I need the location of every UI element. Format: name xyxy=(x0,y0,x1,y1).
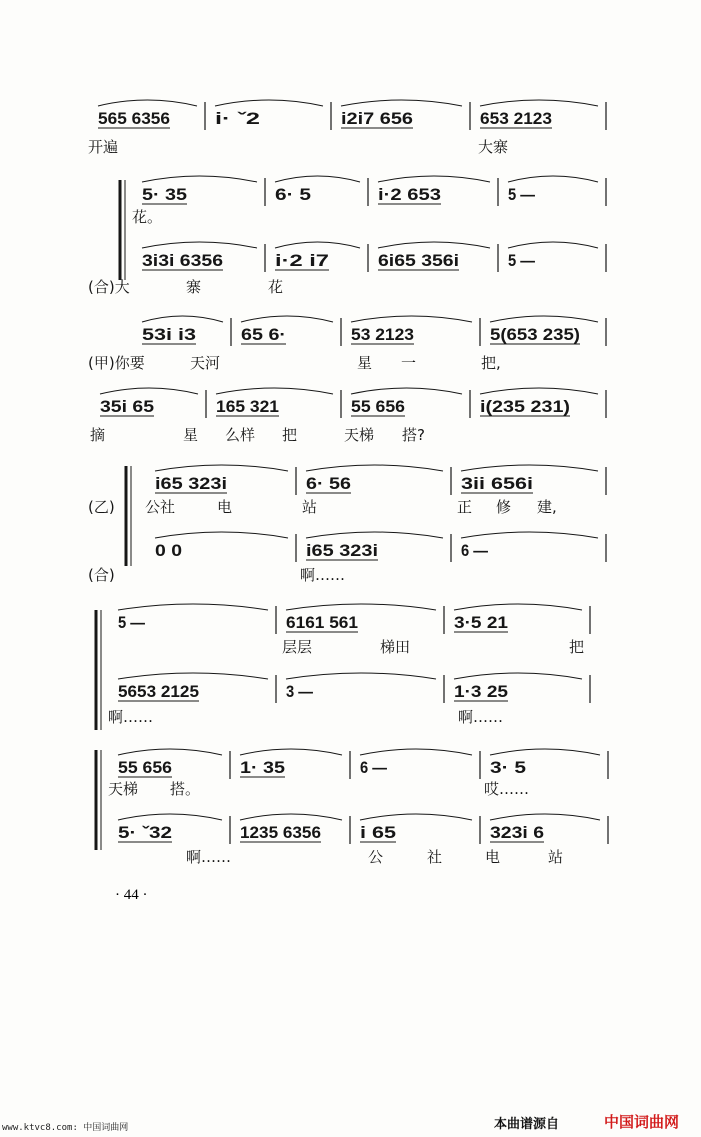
slur-arc xyxy=(100,388,198,394)
slur-arc xyxy=(240,814,342,820)
jianpu-measure: 3ii 656i xyxy=(461,474,533,493)
jianpu-measure: i2i7 656 xyxy=(341,109,413,128)
slur-arc xyxy=(275,242,360,248)
slur-arc xyxy=(240,749,342,755)
jianpu-measure: 35i 65 xyxy=(100,397,154,416)
jianpu-measure: i65 323i xyxy=(155,474,227,493)
jianpu-measure: 3i3i 6356 xyxy=(142,251,223,270)
jianpu-measure: 53i i3 xyxy=(142,325,196,344)
slur-arc xyxy=(216,388,333,394)
lyric-text: (乙) xyxy=(88,498,115,516)
lyric-text: 大寨 xyxy=(478,138,509,156)
slur-arc xyxy=(351,388,462,394)
slur-arc xyxy=(241,316,333,322)
lyric-text: 啊…… xyxy=(108,708,154,726)
lyric-text: 修 xyxy=(496,498,512,516)
slur-arc xyxy=(378,242,490,248)
lyric-text: 寨 xyxy=(186,278,202,296)
jianpu-measure: 6 — xyxy=(461,541,488,560)
jianpu-measure: 5 — xyxy=(508,185,535,204)
slur-arc xyxy=(360,749,472,755)
lyric-text: 开遍 xyxy=(88,138,119,156)
jianpu-measure: 5· 35 xyxy=(142,185,187,204)
jianpu-measure: 6· 56 xyxy=(306,474,351,493)
slur-arc xyxy=(155,465,288,471)
jianpu-measure: i(235 231) xyxy=(480,397,570,416)
jianpu-measure: 3 — xyxy=(286,682,313,701)
footer-site-logo: 中国词曲网 xyxy=(604,1113,680,1131)
slur-arc xyxy=(490,749,600,755)
lyric-text: 天梯 xyxy=(108,780,139,798)
slur-arc xyxy=(118,673,268,679)
slur-arc xyxy=(155,532,288,538)
jianpu-measure: 165 321 xyxy=(216,397,279,416)
jianpu-measure: 1· 35 xyxy=(240,758,285,777)
slur-arc xyxy=(306,465,443,471)
lyric-text: 正 xyxy=(457,498,473,516)
jianpu-measure: 323i 6 xyxy=(490,823,544,842)
lyric-text: 花。 xyxy=(132,208,163,226)
lyric-text: 公 xyxy=(368,848,384,866)
slur-arc xyxy=(454,673,582,679)
lyric-text: 天梯 xyxy=(344,426,375,444)
slur-arc xyxy=(480,388,598,394)
lyric-text: 把 xyxy=(282,426,298,444)
slur-arc xyxy=(508,176,598,182)
footer-source: 本曲谱源自 xyxy=(494,1117,560,1132)
slur-arc xyxy=(306,532,443,538)
slur-arc xyxy=(490,814,600,820)
lyric-text: 站 xyxy=(548,848,564,866)
lyric-text: 电 xyxy=(485,848,501,866)
slur-arc xyxy=(142,176,257,182)
lyric-text: 把, xyxy=(481,354,501,372)
lyric-text: (合)大 xyxy=(88,278,130,296)
slur-arc xyxy=(454,604,582,610)
slur-arc xyxy=(461,532,598,538)
jianpu-measure: 3· 5 xyxy=(490,758,526,777)
jianpu-measure: 5 — xyxy=(118,613,145,632)
slur-arc xyxy=(286,673,436,679)
slur-arc xyxy=(360,814,472,820)
jianpu-measure: 6 — xyxy=(360,758,387,777)
jianpu-measure: 5(653 235) xyxy=(490,325,580,344)
lyric-text: (甲)你要 xyxy=(88,354,145,372)
jianpu-measure: 65 6· xyxy=(241,325,286,344)
lyric-text: 公社 xyxy=(145,498,176,516)
jianpu-measure: 0 0 xyxy=(155,541,182,560)
slur-arc xyxy=(461,465,598,471)
slur-arc xyxy=(142,242,257,248)
lyric-text: 花 xyxy=(268,278,284,296)
jianpu-measure: i65 323i xyxy=(306,541,378,560)
jianpu-measure: 55 656 xyxy=(351,397,405,416)
slur-arc xyxy=(215,100,323,106)
lyric-text: 星 xyxy=(183,426,199,444)
lyric-text: 层层 xyxy=(282,638,313,656)
lyric-text: 电 xyxy=(217,498,233,516)
jianpu-measure: 5653 2125 xyxy=(118,682,199,701)
jianpu-measure: 6· 5 xyxy=(275,185,311,204)
score-texts xyxy=(88,109,584,866)
jianpu-measure: 5 — xyxy=(508,251,535,270)
page-number: · 44 · xyxy=(115,887,148,903)
footer-url: www.ktvc8.com: 中国词曲网 xyxy=(2,1123,129,1133)
jianpu-measure: 565 6356 xyxy=(98,109,170,128)
slur-arc xyxy=(275,176,360,182)
jianpu-measure: i· ˇ2 xyxy=(215,109,260,128)
slur-arc xyxy=(98,100,197,106)
jianpu-measure: 3·5 21 xyxy=(454,613,508,632)
slur-arc xyxy=(508,242,598,248)
lyric-text: 哎…… xyxy=(484,780,530,798)
jianpu-measure: 53 2123 xyxy=(351,325,414,344)
lyric-text: 啊…… xyxy=(458,708,504,726)
lyric-text: 把 xyxy=(569,638,585,656)
slur-arc xyxy=(490,316,598,322)
jianpu-measure: 5· ˇ32 xyxy=(118,823,172,842)
lyric-text: 搭。 xyxy=(170,780,201,798)
lyric-text: 星 xyxy=(357,354,373,372)
lyric-text: 么样 xyxy=(225,426,256,444)
lyric-text: 搭? xyxy=(402,426,425,444)
slur-arc xyxy=(341,100,462,106)
lyric-text: 天河 xyxy=(190,354,221,372)
lyric-text: 啊…… xyxy=(186,848,232,866)
jianpu-measure: i·2 i7 xyxy=(275,251,329,270)
jianpu-measure: 653 2123 xyxy=(480,109,552,128)
jianpu-measure: 1·3 25 xyxy=(454,682,508,701)
lyric-text: 站 xyxy=(302,498,318,516)
jianpu-measure: 6i65 356i xyxy=(378,251,459,270)
slur-arc xyxy=(118,749,222,755)
lyric-text: 啊…… xyxy=(300,566,346,584)
lyric-text: 建, xyxy=(537,498,557,516)
slur-arc xyxy=(480,100,598,106)
jianpu-measure: i·2 653 xyxy=(378,185,441,204)
slur-arc xyxy=(118,604,268,610)
slur-arc xyxy=(378,176,490,182)
jianpu-measure: 1235 6356 xyxy=(240,823,321,842)
lyric-text: 梯田 xyxy=(380,638,411,656)
lyric-text: 一 xyxy=(401,354,417,372)
slur-arc xyxy=(351,316,472,322)
lyric-text: (合) xyxy=(88,566,115,584)
slur-arc xyxy=(286,604,436,610)
jianpu-measure: 55 656 xyxy=(118,758,172,777)
slur-arc xyxy=(142,316,223,322)
lyric-text: 社 xyxy=(427,848,443,866)
lyric-text: 摘 xyxy=(90,426,106,444)
jianpu-measure: i 65 xyxy=(360,823,396,842)
jianpu-measure: 6161 561 xyxy=(286,613,358,632)
slur-arc xyxy=(118,814,222,820)
